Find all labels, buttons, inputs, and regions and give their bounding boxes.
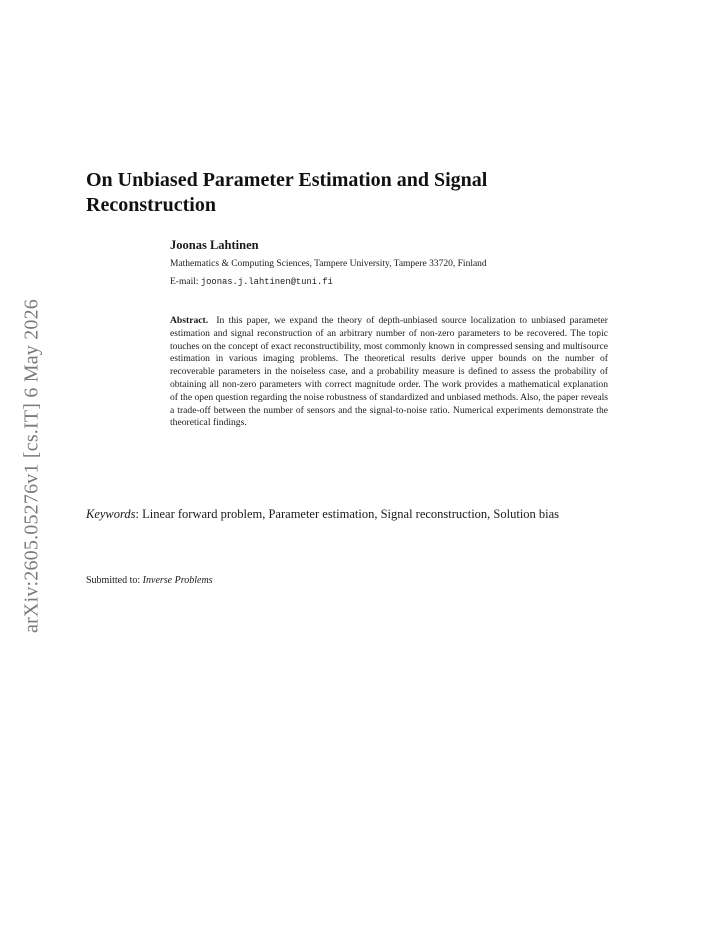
abstract [170, 315, 608, 430]
author-affiliation: Mathematics & Computing Sciences, Tampere University, Tampere 33720, Finland [170, 259, 487, 269]
title-line-1: On Unbiased Parameter Estimation and Signal [86, 169, 488, 191]
submitted-to [86, 575, 213, 586]
author-email-line [170, 277, 610, 287]
title-line-2: Reconstruction [86, 194, 216, 216]
email-address[interactable]: joonas.j.lahtinen@tuni.fi [200, 277, 333, 287]
paper-title [86, 168, 626, 218]
submitted-label: Submitted to: [86, 575, 143, 586]
keywords-text: : Linear forward problem, Parameter estimation, Signal reconstruction, Solution bias [135, 507, 560, 521]
email-label: E-mail: [170, 277, 201, 287]
author-block [170, 238, 610, 287]
abstract-text: In this paper, we expand the theory of depth-unbiased source localization to unbiased parameter estimation and signal reconstruction of an arbitrary number of non-zero parameters to be recovered. The topic touches on the concept of exact reconstructibility, most commonly known in compressed sensing and multisource estimation in various imaging problems. The theoretical results derive upper bounds on the number of recoverable parameters in the noiseless case, and a probability measure is defined to assess the probability of obtaining all non-zero parameters with correct magnitude order. The work provides a mathematical explanation of the open question regarding the noise robustness of standardized and unbiased methods. Also, the paper reveals a trade-off between the number of sensors and the signal-to-noise ratio. Numerical experiments demonstrate the theoretical findings. [170, 315, 609, 429]
author-name: Joonas Lahtinen [170, 238, 259, 252]
journal-name: Inverse Problems [142, 575, 213, 586]
keywords [86, 505, 608, 523]
keywords-label: Keywords [86, 507, 136, 521]
abstract-label: Abstract. [170, 315, 209, 326]
arxiv-identifier: arXiv:2605.05276v1 [cs.IT] 6 May 2026 [20, 298, 43, 634]
